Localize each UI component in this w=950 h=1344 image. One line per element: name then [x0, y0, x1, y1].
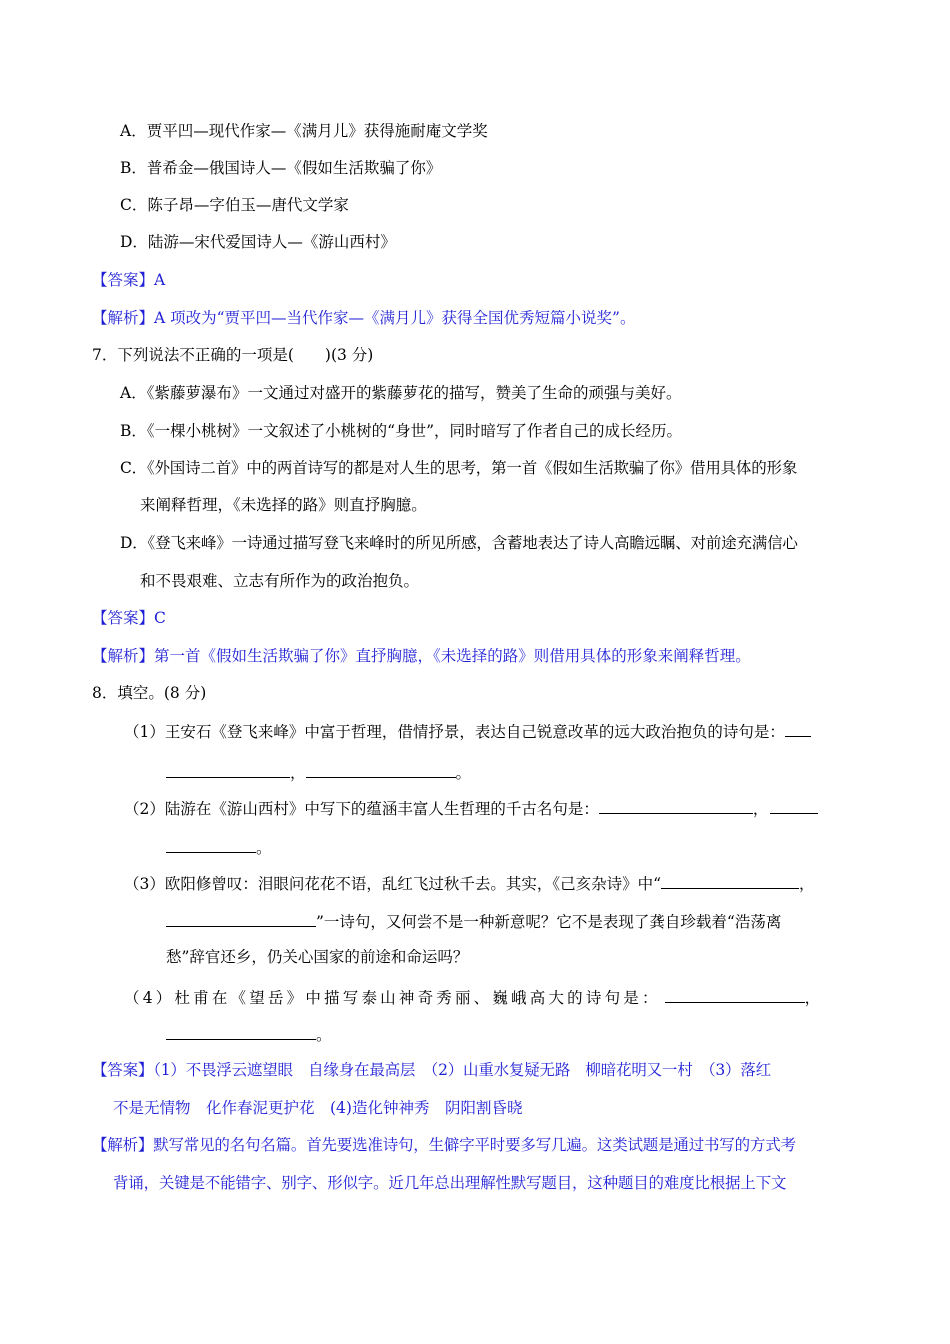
period: 。 — [316, 1026, 332, 1044]
answer-blank[interactable] — [306, 761, 456, 778]
q8-sub3-prompt: （3）欧阳修曾叹：泪眼问花花不语，乱红飞过秋千去。其实，《己亥杂诗》中“ — [124, 875, 662, 893]
q7-analysis: 【解析】第一首《假如生活欺骗了你》直抒胸臆，《未选择的路》则借用具体的形象来阐释哲理。 — [92, 647, 751, 665]
comma: ， — [290, 764, 306, 782]
period: 。 — [455, 764, 472, 782]
q8-sub4-prompt: （4）杜甫在《望岳》中描写泰山神奇秀丽、巍峨高大的诗句是： — [124, 989, 661, 1007]
q8-sub1-line2 — [166, 761, 471, 783]
answer-blank[interactable] — [785, 720, 811, 737]
q8-sub4-line1 — [124, 986, 820, 1008]
q6-answer: 【答案】A — [92, 271, 166, 289]
answer-blank[interactable] — [166, 1023, 316, 1040]
q7-option-a: A．《紫藤萝瀑布》一文通过对盛开的紫藤萝花的描写，赞美了生命的顽强与美好。 — [120, 384, 682, 402]
q8-answer-line2: 不是无情物 化作春泥更护花 (4)造化钟神秀 阴阳割昏晓 — [113, 1099, 523, 1117]
q8-analysis-line2: 背诵，关键是不能错字、别字、形似字。近几年总出理解性默写题目，这种题目的难度比根据上下文 — [113, 1174, 787, 1192]
period: 。 — [256, 839, 272, 857]
q6-option-a: A．贾平凹—现代作家—《满月儿》获得施耐庵文学奖 — [120, 122, 488, 140]
answer-blank[interactable] — [665, 986, 805, 1003]
q7-option-d-line1: D．《登飞来峰》一诗通过描写登飞来峰时的所见所感，含蓄地表达了诗人高瞻远瞩、对前途充满信心 — [120, 534, 798, 552]
q8-sub3-line2 — [166, 910, 781, 932]
answer-blank[interactable] — [166, 761, 290, 778]
q8-sub3-line3: 愁”辞官还乡，仍关心国家的前途和命运吗？ — [166, 948, 469, 966]
q7-option-c-line2: 来阐释哲理，《未选择的路》则直抒胸臆。 — [140, 496, 427, 514]
answer-blank[interactable] — [166, 910, 316, 927]
q7-answer: 【答案】C — [92, 609, 166, 627]
comma: ， — [804, 989, 821, 1007]
q7-option-b: B．《一棵小桃树》一文叙述了小桃树的“身世”，同时暗写了作者自己的成长经历。 — [120, 422, 682, 440]
q6-option-b: B．普希金—俄国诗人—《假如生活欺骗了你》 — [120, 159, 442, 177]
q8-sub2-line1 — [124, 797, 818, 819]
answer-blank[interactable] — [770, 797, 818, 814]
q7-stem: 7．下列说法不正确的一项是( )(3 分) — [92, 346, 374, 364]
q8-analysis-line1: 【解析】默写常见的名句名篇。首先要选准诗句，生僻字平时要多写几遍。这类试题是通过书写的方式考 — [92, 1136, 796, 1154]
answer-blank[interactable] — [166, 836, 256, 853]
answer-blank[interactable] — [661, 872, 799, 889]
answer-blank[interactable] — [599, 797, 753, 814]
q8-sub3-line1 — [124, 872, 815, 894]
q7-option-c-line1: C．《外国诗二首》中的两首诗写的都是对人生的思考，第一首《假如生活欺骗了你》借用具体的形象 — [120, 459, 798, 477]
q8-sub2-line2 — [166, 836, 272, 858]
q6-option-c: C．陈子昂—字伯玉—唐代文学家 — [120, 196, 349, 214]
q8-stem: 8．填空。(8 分) — [92, 684, 207, 702]
q6-analysis: 【解析】A 项改为“贾平凹—当代作家—《满月儿》获得全国优秀短篇小说奖”。 — [92, 309, 636, 327]
q8-sub4-line2 — [166, 1023, 332, 1045]
q8-sub1-prompt: （1）王安石《登飞来峰》中富于哲理，借情抒景，表达自己锐意改革的远大政治抱负的诗句是： — [124, 723, 785, 741]
comma: ， — [799, 875, 815, 893]
q8-sub3-text: ”一诗句，又何尝不是一种新意呢？它不是表现了龚自珍载着“浩荡离 — [316, 913, 782, 931]
q8-sub1-line1 — [124, 720, 811, 742]
q8-answer-line1: 【答案】（1）不畏浮云遮望眼 自缘身在最高层 （2）山重水复疑无路 柳暗花明又一村 （3）落红 — [92, 1061, 771, 1079]
q8-sub2-prompt: （2）陆游在《游山西村》中写下的蕴涵丰富人生哲理的千古名句是： — [124, 800, 599, 818]
comma: ， — [752, 800, 769, 818]
q7-option-d-line2: 和不畏艰难、立志有所作为的政治抱负。 — [140, 572, 420, 590]
q6-option-d: D．陆游—宋代爱国诗人—《游山西村》 — [120, 233, 396, 251]
